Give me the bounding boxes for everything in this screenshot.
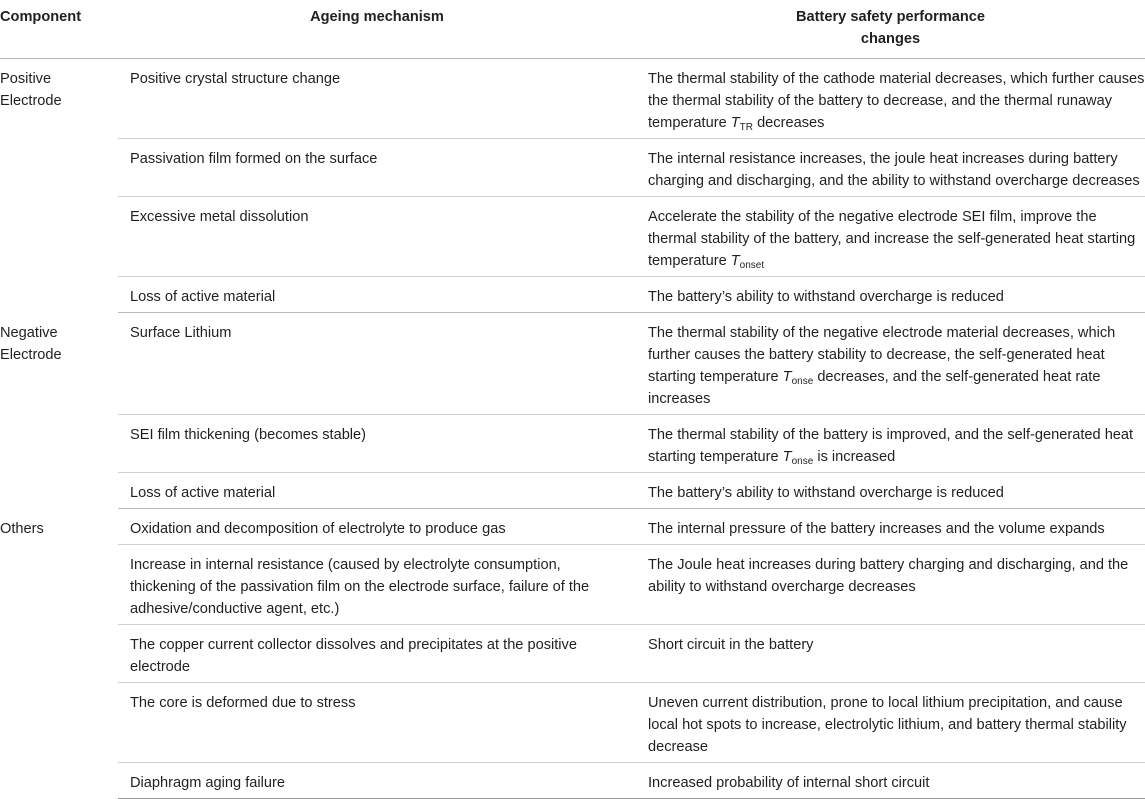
header-mechanism: Ageing mechanism [118,0,636,59]
table-row [0,415,1145,473]
mechanism-cell: Oxidation and decomposition of electrolyte to produce gas [118,509,636,545]
temperature-symbol [783,449,814,465]
temperature-symbol [731,253,764,269]
effect-text: The internal pressure of the battery increases and the volume expands [648,521,1105,537]
effect-cell [636,415,1145,473]
mechanism-cell: The core is deformed due to stress [118,683,636,763]
effect-text: Short circuit in the battery [648,637,814,653]
symbol-letter: T [730,253,740,269]
effect-cell [636,277,1145,313]
effect-cell [636,139,1145,197]
component-cell [0,509,118,799]
table-row [0,763,1145,799]
mechanism-cell: Loss of active material [118,277,636,313]
temperature-symbol [731,115,753,131]
effect-cell [636,625,1145,683]
symbol-subscript: onse [791,456,814,467]
effect-cell [636,197,1145,277]
table-row [0,509,1145,545]
mechanism-cell: Passivation film formed on the surface [118,139,636,197]
effect-text: The internal resistance increases, the joule heat increases during battery charging and discharging, and the ability to withstand overcharge decreases [648,151,1140,189]
component-line1: Positive [0,71,52,87]
mechanism-cell: Diaphragm aging failure [118,763,636,799]
table-row [0,683,1145,763]
header-row [0,0,1145,59]
effect-cell [636,473,1145,509]
symbol-letter: T [782,369,792,385]
table-row [0,277,1145,313]
table-row [0,197,1145,277]
component-line1: Others [0,520,44,537]
effect-text: The Joule heat increases during battery charging and discharging, and the ability to withstand overcharge decreases [648,557,1129,595]
effect-text: The thermal stability of the battery is improved, and the self-generated heat starting temperature [648,427,1134,465]
component-cell [0,313,118,509]
effect-text: Accelerate the stability of the negative electrode SEI film, improve the thermal stability of the battery, and increase the self-generated heat starting temperature [648,209,1136,269]
mechanism-cell: Increase in internal resistance (caused by electrolyte consumption, thickening of the passivation film on the electrode surface, failure of the adhesive/conductive agent, etc.) [118,545,636,625]
effect-tail: decreases, and the self-generated heat rate increases [648,369,1101,407]
effect-text: The battery’s ability to withstand overcharge is reduced [648,289,1004,305]
effect-text: The battery’s ability to withstand overcharge is reduced [648,485,1004,501]
temperature-symbol [783,369,814,385]
table-row [0,473,1145,509]
mechanism-cell: Loss of active material [118,473,636,509]
header-effect [636,0,1145,59]
header-effect-line1: Battery safety performance [796,9,985,25]
table-row [0,59,1145,139]
symbol-letter: T [782,449,792,465]
table-row [0,313,1145,415]
effect-cell [636,59,1145,139]
effect-cell [636,313,1145,415]
effect-cell [636,683,1145,763]
effect-cell [636,509,1145,545]
mechanism-cell: Excessive metal dissolution [118,197,636,277]
effect-cell [636,545,1145,625]
effect-tail: decreases [753,115,825,131]
mechanism-cell: Positive crystal structure change [118,59,636,139]
component-line2: Electrode [0,346,62,363]
component-line1: Negative [0,324,58,341]
mechanism-cell: SEI film thickening (becomes stable) [118,415,636,473]
effect-cell [636,763,1145,799]
effect-tail: is increased [813,449,896,465]
mechanism-cell: The copper current collector dissolves and precipitates at the positive electrode [118,625,636,683]
header-effect-line2: changes [860,31,921,47]
header-component: Component [0,0,118,59]
effect-text: Increased probability of internal short circuit [648,775,930,791]
table-body [0,59,1145,799]
symbol-letter: T [730,115,740,131]
effect-text: Uneven current distribution, prone to local lithium precipitation, and cause local hot spots to increase, electrolytic lithium, and battery thermal stability decrease [648,695,1127,755]
component-line2: Electrode [0,93,62,109]
effect-text: The thermal stability of the cathode material decreases, which further causes the thermal stability of the battery to decrease, and the thermal runaway temperature [648,71,1145,131]
symbol-subscript: onse [791,376,814,387]
component-cell [0,59,118,313]
mechanism-cell: Surface Lithium [118,313,636,415]
table-row [0,625,1145,683]
symbol-subscript: onset [739,260,765,271]
symbol-subscript: TR [739,122,754,133]
table-row [0,545,1145,625]
table-row [0,139,1145,197]
effect-text: The thermal stability of the negative electrode material decreases, which further causes the battery stability to decrease, the self-generated heat starting temperature [648,325,1116,385]
